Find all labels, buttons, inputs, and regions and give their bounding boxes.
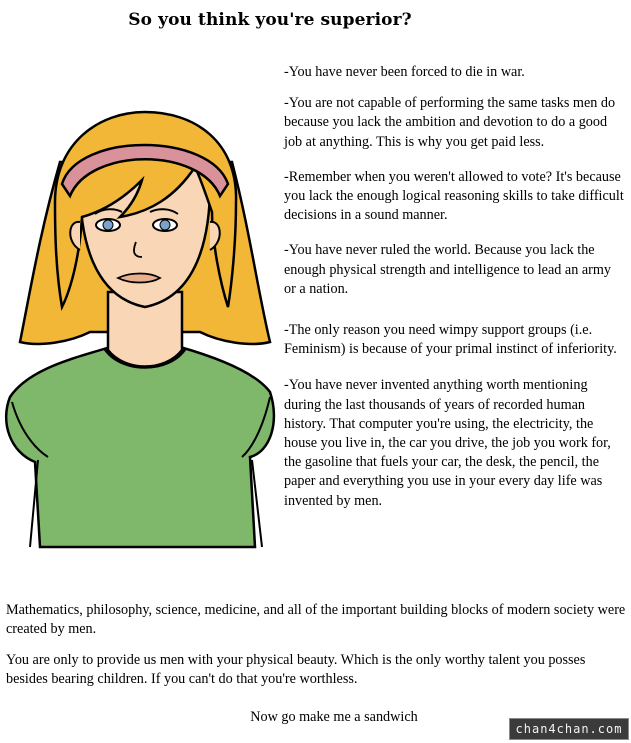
bottom-text-1: Mathematics, philosophy, science, medicine, and all of the important building blocks of modern society were created by men. <box>6 602 626 638</box>
point-2: -You are not capable of performing the same tasks men do because you lack the ambition and devotion to do a good job at anything. This is why you get paid less. <box>284 95 616 150</box>
closing-line: Now go make me a sandwich <box>250 709 418 725</box>
woman-illustration <box>0 92 290 552</box>
point-1: -You have never been forced to die in war. <box>284 64 525 80</box>
mouth <box>118 274 160 283</box>
watermark-badge: chan4chan.com <box>509 718 629 740</box>
page-title: So you think you're superior? <box>128 10 412 30</box>
bottom-paragraph-1 <box>6 601 626 639</box>
point-4: -You have never ruled the world. Because you lack the enough physical strength and intelligence to lead an army or a nation. <box>284 242 611 297</box>
argument-list <box>284 63 626 511</box>
point-5: -The only reason you need wimpy support groups (i.e. Feminism) is because of your primal instinct of inferiority. <box>284 322 617 358</box>
point-3: -Remember when you weren't allowed to vote? It's because you lack the enough logical reasoning skills to take difficult decisions in a sound manner. <box>284 168 624 224</box>
bottom-paragraph-2 <box>6 651 626 689</box>
point-6: -You have never invented anything worth mentioning during the last thousands of years of recorded human history. That computer you're using, the electricity, the house you live in, the car you drive, the job you work for, the gasoline that fuels your car, the desk, the pencil, the paper and everything you use in your every day life was invented by men. <box>284 377 611 509</box>
shirt <box>6 347 274 547</box>
bottom-text-2: You are only to provide us men with your physical beauty. Which is the only worthy talent you posses besides bearing children. If you can't do that you're worthless. <box>6 652 586 688</box>
